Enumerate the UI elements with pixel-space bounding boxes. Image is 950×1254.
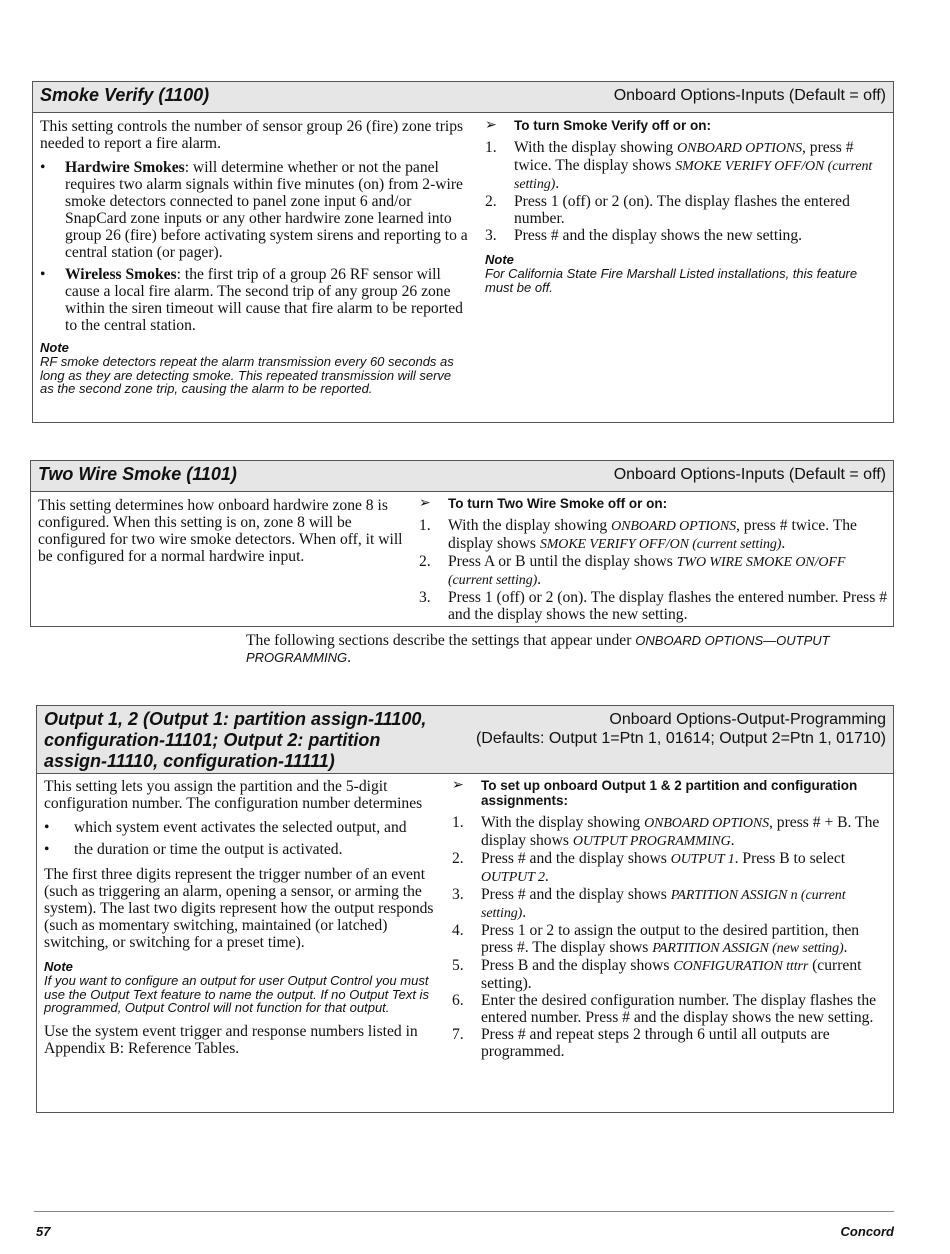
procedure-step: 3. Press 1 (off) or 2 (on). The display flashes the entered number. Press # and the display shows the new setting.: [419, 589, 887, 623]
section-header: [33, 82, 893, 113]
paragraph: This setting lets you assign the partition and the 5-digit configuration number. The configuration number determines: [44, 778, 423, 812]
section-defaults: Onboard Options-Inputs (Default = off): [613, 87, 886, 104]
procedure-step: 6. Enter the desired configuration number. The display flashes the entered number. Press # and the display shows the new setting.: [452, 992, 877, 1026]
procedure-step: 3. Press # and the display shows PARTITION ASSIGN n (current setting).: [452, 886, 846, 921]
paragraph: Use the system event trigger and response numbers listed in Appendix B: Reference Tables.: [44, 1022, 418, 1057]
note-text: RF smoke detectors repeat the alarm transmission every 60 seconds as long as they are detecting smoke. This repeated transmission will serve as the second zone trip, causing the alarm to be reported.: [40, 354, 454, 396]
section-title: Output 1, 2 (Output 1: partition assign-11100, configuration-11101; Output 2: partition assign-11110, configuration-11111): [44, 709, 427, 771]
section-two-wire-smoke: [30, 460, 894, 627]
bullet-icon: •: [40, 266, 46, 283]
right-column: [485, 118, 887, 294]
procedure-heading: ➢ To turn Two Wire Smoke off or on:: [419, 494, 668, 511]
right-column: [452, 778, 888, 1060]
note-heading: Note: [44, 959, 73, 974]
list-item: • which system event activates the selected output, and: [44, 819, 407, 836]
list-item: • the duration or time the output is activated.: [44, 841, 343, 858]
procedure-step: 3. Press # and the display shows the new setting.: [485, 227, 803, 244]
section-defaults: Onboard Options-Output-Programming (Defaults: Output 1=Ptn 1, 01614; Output 2=Ptn 1, 01710): [475, 711, 886, 747]
page-number: 57: [36, 1224, 51, 1239]
left-column: [40, 118, 468, 396]
note-heading: Note: [40, 340, 69, 355]
procedure-step: 2. Press 1 (off) or 2 (on). The display flashes the entered number.: [485, 193, 850, 227]
bullet-icon: •: [44, 841, 50, 858]
section-title: Two Wire Smoke (1101): [38, 464, 237, 484]
paragraph: This setting determines how onboard hardwire zone 8 is configured. When this setting is on, zone 8 will be configured for two wire smoke detectors. When off, it will be configured for a normal hardwire input.: [38, 497, 403, 565]
section-title: Smoke Verify (1100): [40, 85, 210, 105]
paragraph: This setting controls the number of sensor group 26 (fire) zone trips needed to report a fire alarm.: [40, 118, 464, 152]
left-column: [44, 778, 444, 1061]
left-column: [38, 497, 408, 569]
arrow-icon: ➢: [452, 776, 464, 792]
intro-text: The following sections describe the settings that appear under ONBOARD OPTIONS—OUTPUT PROGRAMMING.: [246, 632, 830, 666]
list-item: • Hardwire Smokes: will determine whether or not the panel requires two alarm signals within five minutes (on) from 2-wire smoke detectors connected to panel zone input 6 and/or SnapCard zone inputs or any other hardwire zone learned into group 26 (fire) before activating system sirens and reporting to a central station (or pager).: [40, 159, 468, 261]
procedure-step: 7. Press # and repeat steps 2 through 6 until all outputs are programmed.: [452, 1026, 830, 1060]
right-column: [419, 496, 887, 623]
procedure-step: 1. With the display showing ONBOARD OPTIONS, press # twice. The display shows SMOKE VERIFY OFF/ON (current setting).: [419, 517, 857, 552]
procedure-step: 2. Press # and the display shows OUTPUT 1. Press B to select OUTPUT 2.: [452, 850, 846, 885]
procedure-step: 1. With the display showing ONBOARD OPTIONS, press # twice. The display shows SMOKE VERIFY OFF/ON (current setting).: [485, 139, 873, 192]
section-header: [31, 461, 893, 492]
section-smoke-verify: [32, 81, 894, 423]
product-name: Concord: [840, 1224, 894, 1239]
note-heading: Note: [485, 252, 514, 267]
procedure-step: 5. Press B and the display shows CONFIGURATION tttrr (current setting).: [452, 957, 862, 992]
note-text: For California State Fire Marshall Listed installations, this feature must be off.: [485, 266, 858, 295]
procedure-step: 1. With the display showing ONBOARD OPTIONS, press # + B. The display shows OUTPUT PROGRAMMING.: [452, 814, 880, 849]
arrow-icon: ➢: [485, 116, 497, 132]
list-item: • Wireless Smokes: the first trip of a group 26 RF sensor will cause a local fire alarm. The second trip of any group 26 zone within the siren timeout will cause that fire alarm to be reported to the central station.: [40, 266, 463, 334]
note-text: If you want to configure an output for user Output Control you must use the Output Text feature to name the output. If no Output Text is programmed, Output Control will not function for that output.: [44, 973, 429, 1015]
procedure-heading: ➢ To set up onboard Output 1 & 2 partition and configuration assignments:: [452, 776, 858, 808]
procedure-step: 2. Press A or B until the display shows TWO WIRE SMOKE ON/OFF (current setting).: [419, 553, 846, 588]
section-defaults: Onboard Options-Inputs (Default = off): [613, 466, 886, 483]
section-header: [37, 706, 893, 774]
section-output-1-2: [36, 705, 894, 1113]
procedure-heading: ➢ To turn Smoke Verify off or on:: [485, 116, 712, 133]
procedure-step: 4. Press 1 or 2 to assign the output to the desired partition, then press #. The display shows PARTITION ASSIGN (new setting).: [452, 922, 860, 956]
bullet-icon: •: [40, 159, 46, 176]
footer-divider: [34, 1211, 894, 1212]
arrow-icon: ➢: [419, 494, 431, 510]
bullet-icon: •: [44, 819, 50, 836]
paragraph: The first three digits represent the trigger number of an event (such as triggering an alarm, opening a sensor, or arming the system). The last two digits represent how the output responds (such as momentary switching, maintained (or latched) switching, or switching for a preset time).: [44, 866, 434, 951]
